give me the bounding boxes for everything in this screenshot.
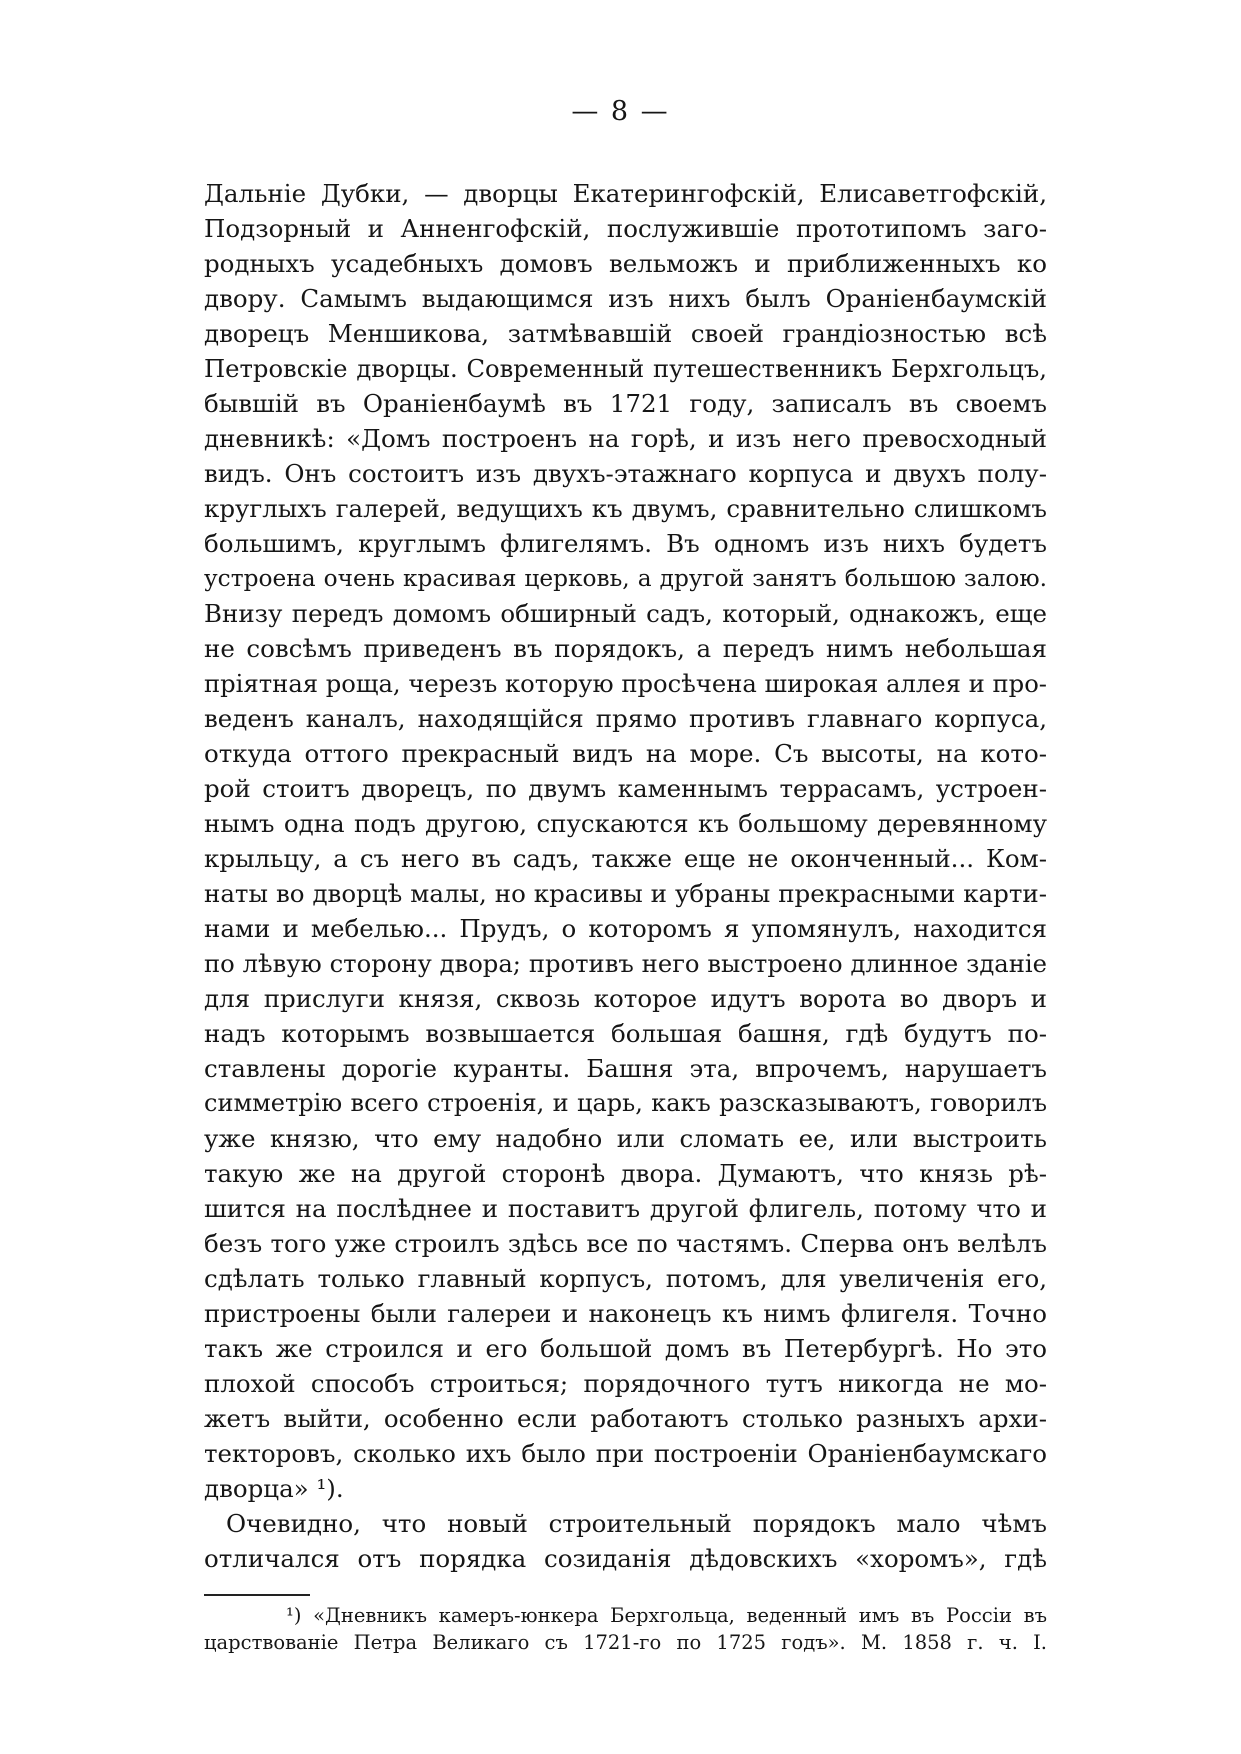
- text-line: большимъ, круглымъ флигелямъ. Въ одномъ изъ нихъ будетъ: [204, 529, 1047, 558]
- footnote-line: ¹) «Дневникъ камеръ-юнкера Берхгольца, веденный имъ въ Россіи въ: [286, 1604, 1047, 1627]
- text-line: такую же на другой сторонѣ двора. Думаютъ, что князь рѣ-: [204, 1159, 1047, 1188]
- text-line: шится на послѣднее и поставитъ другой флигель, потому что и: [204, 1194, 1047, 1223]
- text-line: нами и мебелью... Прудъ, о которомъ я упомянулъ, находится: [204, 914, 1047, 943]
- body-text: [204, 176, 1047, 1576]
- text-line: Внизу передъ домомъ обширный садъ, который, однакожъ, еще: [204, 599, 1047, 628]
- text-line: рой стоитъ дворецъ, по двумъ каменнымъ террасамъ, устроен-: [204, 774, 1047, 803]
- text-line: надъ которымъ возвышается большая башня, гдѣ будутъ по-: [204, 1019, 1047, 1048]
- text-line-paragraph-end: дворца» ¹).: [204, 1474, 344, 1503]
- text-line: нымъ одна подъ другою, спускаются къ большому деревянному: [204, 809, 1047, 838]
- text-line: отличался отъ порядка созиданія дѣдовскихъ «хоромъ», гдѣ: [204, 1544, 1047, 1573]
- text-line: такъ же строился и его большой домъ въ Петербургѣ. Но это: [204, 1334, 1047, 1363]
- text-line: сдѣлать только главный корпусъ, потомъ, для увеличенія его,: [204, 1264, 1047, 1293]
- text-line: Петровскіе дворцы. Современный путешественникъ Берхгольцъ,: [204, 354, 1047, 383]
- text-line: для прислуги князя, сквозь которое идутъ ворота во дворъ и: [204, 984, 1047, 1013]
- text-line: пріятная роща, черезъ которую просѣчена широкая аллея и про-: [204, 669, 1047, 698]
- text-line: уже князю, что ему надобно или сломать ее, или выстроить: [204, 1124, 1047, 1153]
- text-line: дворецъ Меншикова, затмѣвавшій своей грандіозностью всѣ: [204, 319, 1047, 348]
- text-line-paragraph-start: Очевидно, что новый строительный порядокъ мало чѣмъ: [226, 1509, 1047, 1538]
- text-line: не совсѣмъ приведенъ въ порядокъ, а передъ нимъ небольшая: [204, 634, 1047, 663]
- text-line: наты во дворцѣ малы, но красивы и убраны прекрасными карти-: [204, 879, 1047, 908]
- text-line: плохой способъ строиться; порядочного тутъ никогда не мо-: [204, 1369, 1047, 1398]
- text-line: симметрію всего строенія, и царь, какъ разсказываютъ, говорилъ: [204, 1089, 1047, 1117]
- text-line: дневникѣ: «Домъ построенъ на горѣ, и изъ него превосходный: [204, 424, 1047, 453]
- text-line: откуда оттого прекрасный видъ на море. Съ высоты, на кото-: [204, 739, 1047, 768]
- text-line: крыльцу, а съ него въ садъ, также еще не оконченный... Ком-: [204, 844, 1047, 873]
- text-line: безъ того уже строилъ здѣсь все по частямъ. Сперва онъ велѣлъ: [204, 1229, 1047, 1258]
- text-line: двору. Самымъ выдающимся изъ нихъ былъ Ораніенбаумскій: [204, 284, 1047, 313]
- text-line: Дальніе Дубки, — дворцы Екатерингофскій, Елисаветгофскій,: [204, 179, 1047, 208]
- text-line: устроена очень красивая церковь, а другой занятъ большою залою.: [204, 565, 1047, 592]
- text-line: бывшій въ Ораніенбаумѣ въ 1721 году, записалъ въ своемъ: [204, 389, 1047, 418]
- text-line: круглыхъ галерей, ведущихъ къ двумъ, сравнительно слишкомъ: [204, 494, 1047, 523]
- text-line: ставлены дорогіе куранты. Башня эта, впрочемъ, нарушаетъ: [204, 1054, 1047, 1083]
- footnote-line: царствованіе Петра Великаго съ 1721-го по 1725 годъ». М. 1858 г. ч. I.: [204, 1631, 1047, 1654]
- text-line: текторовъ, сколько ихъ было при построеніи Ораніенбаумскаго: [204, 1439, 1047, 1468]
- text-line: по лѣвую сторону двора; противъ него выстроено длинное зданіе: [204, 949, 1047, 978]
- text-line: веденъ каналъ, находящійся прямо противъ главнаго корпуса,: [204, 704, 1047, 733]
- text-line: родныхъ усадебныхъ домовъ вельможъ и приближенныхъ ко: [204, 249, 1047, 278]
- text-line: пристроены были галереи и наконецъ къ нимъ флигеля. Точно: [204, 1299, 1047, 1328]
- footnote-divider: [204, 1594, 310, 1596]
- footnote: [204, 1602, 1047, 1656]
- text-line: жетъ выйти, особенно если работаютъ столько разныхъ архи-: [204, 1404, 1047, 1433]
- page-number: — 8 —: [571, 96, 670, 127]
- text-line: Подзорный и Анненгофскій, послужившіе прототипомъ заго-: [204, 214, 1047, 243]
- text-line: видъ. Онъ состоитъ изъ двухъ-этажнаго корпуса и двухъ полу-: [204, 459, 1047, 488]
